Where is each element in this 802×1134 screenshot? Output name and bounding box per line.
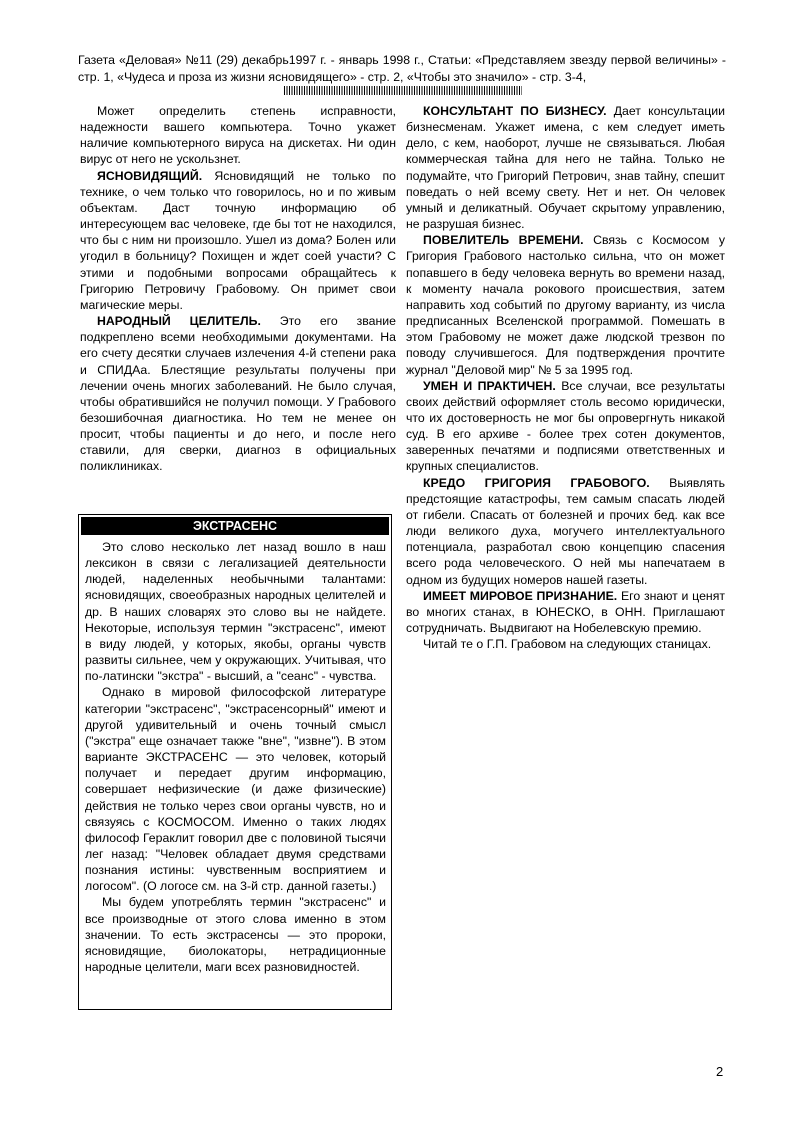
publication-header	[78, 52, 726, 86]
heading-clairvoyant: ЯСНОВИДЯЩИЙ.	[97, 168, 203, 183]
paragraph-practical: УМЕН И ПРАКТИЧЕН. Все случаи, все результаты своих действий оформляет столь весомо юридически, что их достоверность не мог бы опровергнуть никакой суд. В его архиве - более трех сотен документов, заверенных печатями и подписями ответственных и крупных специалистов.	[406, 378, 725, 474]
paragraph-credo: КРЕДО ГРИГОРИЯ ГРАБОВОГО. Выявлять предстоящие катастрофы, тем самым спасать людей от гибели. Спасать от болезней и прочих бед. как все люди великого духа, могучего интеллектуального потенциала, разработал свою концепцию спасения всего рода человеческого. О ней мы напечатаем в одном из будущих номеров нашей газеты.	[406, 475, 725, 587]
heading-credo: КРЕДО ГРИГОРИЯ ГРАБОВОГО.	[423, 475, 650, 490]
paragraph-recognition: ИМЕЕТ МИРОВОЕ ПРИЗНАНИЕ. Его знают и ценят во многих станах, в ЮНЕСКО, в ОНН. Приглашают сотрудничать. Выдвигают на Нобелевскую премию.	[406, 588, 725, 635]
paragraph-read-more: Читай те о Г.П. Грабовом на следующих станицах.	[423, 637, 712, 652]
header-citation: Газета «Деловая» №11 (29) декабрь1997 г. - январь 1998 г., Статьи: «Представляем звезду первой величины» - стр. 1, «Чудеса и проза из жизни ясновидящего» - стр. 2, «Чтобы это значило» - стр. 3-4,	[78, 53, 726, 84]
heading-healer: НАРОДНЫЙ ЦЕЛИТЕЛЬ.	[97, 314, 261, 329]
heading-time: ПОВЕЛИТЕЛЬ ВРЕМЕНИ.	[423, 233, 584, 248]
paragraph-clairvoyant: ЯСНОВИДЯЩИЙ. Ясновидящий не только по технике, о чем только что говорилось, но и по живым объектам. Даст точную информацию об интересующем вас человеке, где бы тот не находился, что бы с ним ни произошло. Ушел из дома? Болен или угодил в больницу? Похищен и ждет соей участи? С этими и подобными вопросами обращайтесь к Григорию Петровичу Грабовому. Он примет свои магические меры.	[80, 168, 396, 312]
header-divider	[284, 86, 522, 95]
extrasense-sidebar-box	[78, 514, 392, 1010]
heading-business: КОНСУЛЬТАНТ ПО БИЗНЕСУ.	[423, 104, 607, 118]
box-paragraph-2: Однако в мировой философской литературе категории "экстрасенс", "экстрасенсорный" имеют и другой удивительный и очень точный смысл ("экстра" еще означает также "вне", "извне"). В этом варианте ЭКСТРАСЕНС — это человек, который получает и передает другим информацию, совершает нефизические (и даже физические) действия не только через свои органы чувств, но и связуясь с КОСМОСОМ. Именно о таких людях философ Гераклит говорил две с половиной тысячи лег назад: "Человек обладает двумя средствами познания истины: чувственным восприятием и логосом". (О логосе см. на 3-й стр. данной газеты.)	[85, 685, 386, 894]
paragraph-time: ПОВЕЛИТЕЛЬ ВРЕМЕНИ. Связь с Космосом у Григория Грабового настолько сильна, что он может попавшего в беду человека вернуть во времени назад, к моменту начала рокового происшествия, затем направить ход событий по другому варианту, из числа предписанных Вселенской программой. Помешать в этом Грабовому не может даже людской трезвон по поводу случившегося. Для подтверждения прочтите журнал "Деловой мир" № 5 за 1995 год.	[406, 233, 725, 377]
heading-practical: УМЕН И ПРАКТИЧЕН.	[423, 378, 556, 393]
box-body	[79, 535, 391, 975]
heading-recognition: ИМЕЕТ МИРОВОЕ ПРИЗНАНИЕ.	[423, 588, 618, 603]
left-column	[80, 103, 396, 475]
right-column	[406, 103, 725, 652]
paragraph-business: КОНСУЛЬТАНТ ПО БИЗНЕСУ. Дает консультации бизнесменам. Укажет имена, с кем следует иметь дело, с кем, наоборот, лучше не связываться. Любая коммерческая тайна для него не тайна. Только не подумайте, что Григорий Петрович, знав тайну, спешит поведать о ней всему свету. Нет и нет. Он человек умный и деликатный. Обучает скрытому управлению, не разрушая бизнес.	[406, 104, 725, 232]
paragraph-healer: НАРОДНЫЙ ЦЕЛИТЕЛЬ. Это его звание подкреплено всеми необходимыми документами. На его счету десятки случаев излечения 4-й степени рака и СПИДАа. Блестящие результаты получены при лечении очень многих заболеваний. Не было случая, чтобы обратившийся не получил помощи. У Грабового безошибочная диагностика. Но тем не менее он просит, чтобы пациенты и до него, и после него ставили, для сверки, диагноз в официальных поликлиниках.	[80, 314, 397, 474]
paragraph-computer: Может определить степень исправности, надежности вашего компьютера. Точно укажет наличие компьютерного вируса на дискетах. Ни один вирус от него не ускользнет.	[80, 104, 396, 167]
box-title: ЭКСТРАСЕНС	[81, 517, 389, 535]
box-paragraph-1: Это слово несколько лет назад вошло в наш лексикон в связи с легализацией деятельности людей, наделенных необычными талантами: ясновидящих, своеобразных народных целителей и др. В наших словарях это слово вы не найдете. Некоторые, используя термин "экстрасенс", имеют в виду людей, у которых, якобы, органы чувств развиты сильнее, чем у окружающих. Учитывая, что по-латински "экстра" - высший, а "сеанс" - чувства.	[85, 540, 386, 684]
box-paragraph-3: Мы будем употреблять термин "экстрасенс" и все производные от этого слова именно в этом значении. То есть экстрасенсы — это пророки, ясновидящие, биолокаторы, нетрадиционные народные целители, маги всех разновидностей.	[85, 895, 386, 975]
page-number: 2	[716, 1064, 724, 1079]
